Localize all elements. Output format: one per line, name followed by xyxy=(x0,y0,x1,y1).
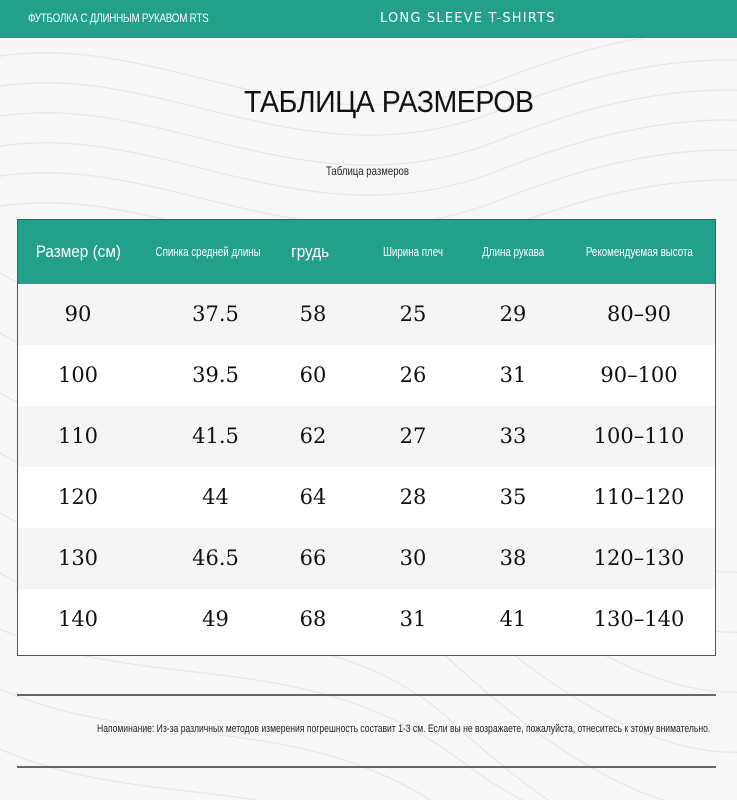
top-banner xyxy=(0,0,737,38)
cell-back-length: 39.5 xyxy=(192,363,239,387)
cell-shoulder-width: 30 xyxy=(399,546,427,570)
cell-back-length: 49 xyxy=(202,607,229,631)
cell-chest: 64 xyxy=(299,485,327,509)
column-header-back-length: Спинка средней длины xyxy=(155,244,261,259)
measurement-note: Напоминание: Из-за различных методов измерения погрешность составит 1-3 см. Если вы не возражаете, пожалуйста, отнеситесь к этому внимательно. xyxy=(97,723,711,735)
cell-recommended-height: 110–120 xyxy=(593,485,685,509)
product-name-label: ФУТБОЛКА С ДЛИННЫМ РУКАВОМ RTS xyxy=(28,11,209,25)
table-header-row xyxy=(18,220,715,284)
cell-size: 130 xyxy=(57,546,99,570)
cell-chest: 60 xyxy=(299,363,327,387)
size-chart-table xyxy=(17,219,716,656)
cell-sleeve-length: 41 xyxy=(499,607,527,631)
table-row xyxy=(18,467,715,528)
product-category-label: LONG SLEEVE T-SHIRTS xyxy=(380,11,556,26)
column-header-sleeve-length: Длина рукава xyxy=(482,244,544,259)
cell-size: 140 xyxy=(57,607,99,631)
cell-chest: 68 xyxy=(299,607,327,631)
cell-size: 120 xyxy=(57,485,99,509)
table-row xyxy=(18,406,715,467)
cell-chest: 58 xyxy=(299,302,327,326)
cell-size: 110 xyxy=(57,424,99,448)
table-row xyxy=(18,589,715,650)
column-header-size: Размер (см) xyxy=(35,242,121,261)
page-title: ТАБЛИЦА РАЗМЕРОВ xyxy=(244,84,534,119)
page-subtitle: Таблица размеров xyxy=(326,164,409,178)
cell-recommended-height: 130–140 xyxy=(593,607,685,631)
cell-size: 100 xyxy=(57,363,99,387)
table-row xyxy=(18,345,715,406)
cell-shoulder-width: 27 xyxy=(399,424,427,448)
column-header-shoulder-width: Ширина плеч xyxy=(383,244,443,259)
cell-back-length: 41.5 xyxy=(192,424,239,448)
cell-recommended-height: 100–110 xyxy=(593,424,685,448)
cell-recommended-height: 90–100 xyxy=(600,363,678,387)
cell-sleeve-length: 31 xyxy=(499,363,527,387)
cell-size: 90 xyxy=(64,302,92,326)
cell-sleeve-length: 33 xyxy=(499,424,527,448)
cell-recommended-height: 120–130 xyxy=(593,546,685,570)
column-header-recommended-height: Рекомендуемая высота xyxy=(585,244,693,259)
cell-shoulder-width: 25 xyxy=(399,302,427,326)
cell-shoulder-width: 28 xyxy=(399,485,427,509)
cell-sleeve-length: 35 xyxy=(499,485,527,509)
cell-sleeve-length: 38 xyxy=(499,546,527,570)
cell-back-length: 46.5 xyxy=(192,546,239,570)
divider-bottom xyxy=(17,766,716,768)
table-row xyxy=(18,528,715,589)
divider-top xyxy=(17,694,716,696)
cell-recommended-height: 80–90 xyxy=(607,302,671,326)
column-header-chest: грудь xyxy=(291,242,330,261)
cell-back-length: 37.5 xyxy=(192,302,239,326)
cell-sleeve-length: 29 xyxy=(499,302,527,326)
cell-shoulder-width: 31 xyxy=(399,607,427,631)
cell-back-length: 44 xyxy=(202,485,229,509)
cell-chest: 62 xyxy=(299,424,327,448)
cell-chest: 66 xyxy=(299,546,327,570)
table-row xyxy=(18,284,715,345)
cell-shoulder-width: 26 xyxy=(399,363,427,387)
